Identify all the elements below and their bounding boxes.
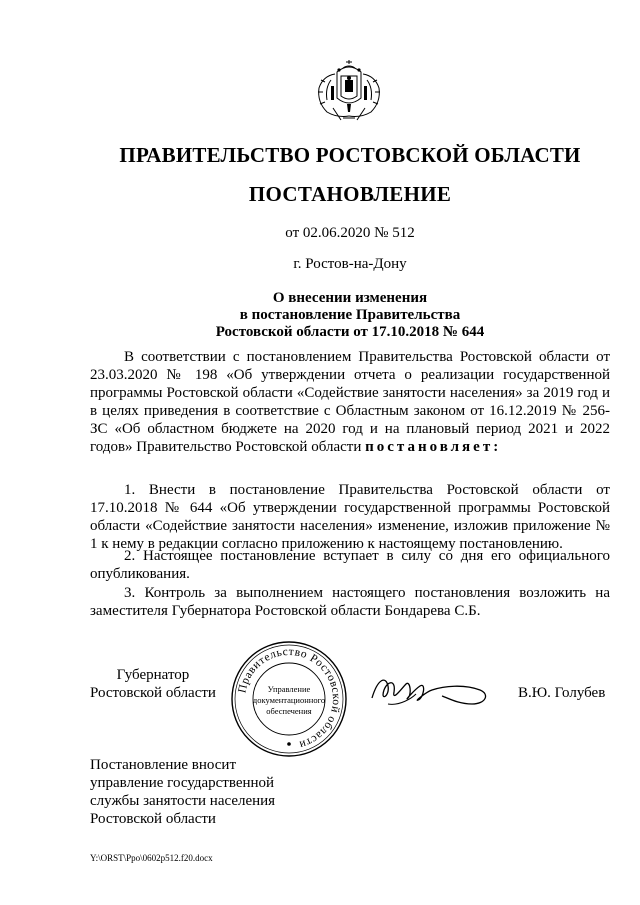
signature-icon (368, 668, 492, 712)
introducer-line: управление государственной (90, 775, 275, 791)
government-title: ПРАВИТЕЛЬСТВО РОСТОВСКОЙ ОБЛАСТИ (119, 143, 581, 167)
signer-position-line: Ростовской области (90, 685, 216, 701)
stamp-center-line: Управление (267, 684, 311, 694)
document-city: г. Ростов-на-Дону (293, 256, 407, 272)
signer-name: В.Ю. Голубев (518, 685, 606, 701)
subject-line: О внесении изменения (272, 290, 428, 306)
document-date-number: от 02.06.2020 № 512 (285, 225, 415, 241)
preamble-paragraph (90, 348, 610, 456)
signer-position (90, 666, 216, 702)
signer-position-line: Губернатор (116, 667, 190, 683)
stamp-ring-text: Правительство Ростовской области (236, 645, 343, 751)
item-1-paragraph: 1. Внести в постановление Правительства Ростовской области от 17.10.2018 № 644 «Об утверждении государственной программы Ростовской области «Содействие занятости населения» изменение, изложив приложение № 1 к нему в редакции согласно приложению к настоящему постановлению. (90, 482, 610, 552)
official-stamp-icon (230, 640, 348, 758)
introducer-line: Ростовской области (90, 811, 216, 827)
file-path: Y:\ORST\Ppo\0602p512.f20.docx (90, 853, 213, 863)
item-2-paragraph: 2. Настоящее постановление вступает в силу со дня его официального опубликования. (90, 548, 610, 582)
document-subject (0, 290, 640, 341)
preamble-text: В соответствии с постановлением Правительства Ростовской области от 23.03.2020 № 198 «Об утверждении отчета о реализации государственной программы Ростовской области «Содействие занятости населения» за 2019 год и в целях приведения в соответствие с Областным законом от 16.12.2019 № 256-ЗС «Об областном бюджете на 2020 год и на плановый период 2021 и 2022 годов» Правительство Ростовской области (90, 349, 610, 455)
resolves-word: постановляет: (365, 439, 502, 455)
coat-of-arms-icon (313, 58, 385, 124)
stamp-center-line: обеспечения (266, 706, 312, 716)
stamp-center-line: документационного (252, 695, 326, 705)
subject-line: Ростовской области от 17.10.2018 № 644 (215, 324, 485, 340)
introducer-line: службы занятости населения (90, 793, 276, 809)
subject-line: в постановление Правительства (239, 307, 461, 323)
introducer-block (90, 756, 350, 828)
document-type: ПОСТАНОВЛЕНИЕ (248, 182, 452, 206)
item-3-paragraph: 3. Контроль за выполнением настоящего постановления возложить на заместителя Губернатора Ростовской области Бондарева С.Б. (90, 585, 610, 619)
introducer-line: Постановление вносит (90, 757, 237, 773)
